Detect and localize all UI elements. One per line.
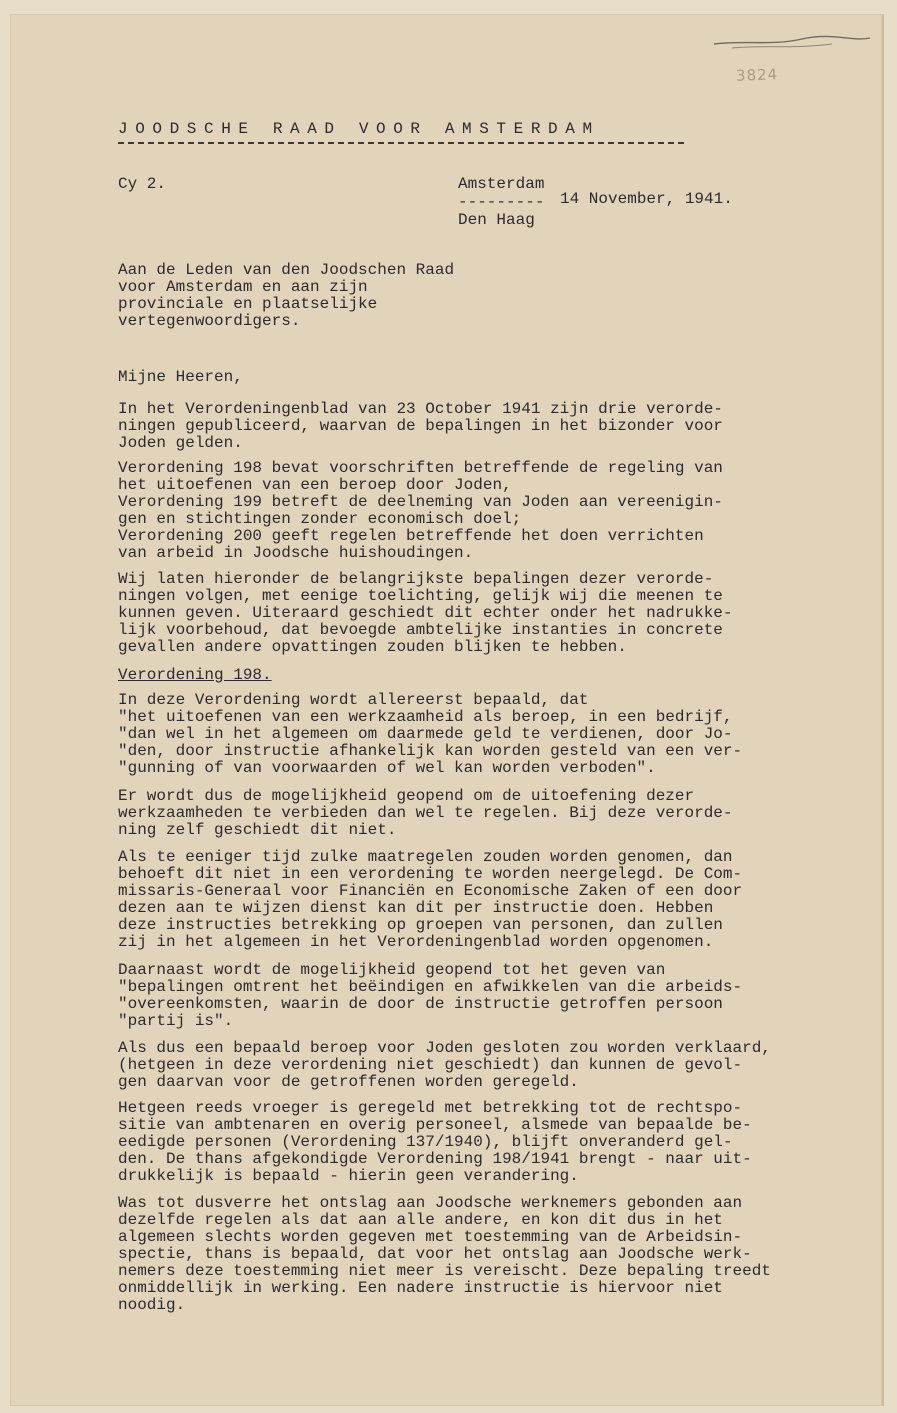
paragraph-explanation: Wij laten hieronder de belangrijkste bepalingen dezer verorde- ningen volgen, met eenige toelichting, gelijk wij die meenen te kunnen geven. Uiteraard geschiedt dit echter onder het nadrukke- lijk voorbehoud, dat bevoegde ambtelijke instanties in concrete gevallen andere opvattingen zouden blijken te hebben. bbox=[118, 570, 733, 656]
paragraph-provision: In deze Verordening wordt allereerst bepaald, dat "het uitoefenen van een werkzaamheid als beroep, in een bedrijf, "dan wel in het algemeen om daarmede geld te verdienen, door Jo- "den, door instructie afhankelijk kan worden gesteld van een ver- "gunning of van voorwaarden of wel kan worden verboden". bbox=[118, 691, 743, 777]
section-heading: Verordening 198. bbox=[118, 666, 272, 684]
archive-number: 3824 bbox=[735, 65, 779, 85]
letter-date: 14 November, 1941. bbox=[560, 190, 733, 208]
paragraph-possibility: Er wordt dus de mogelijkheid geopend om de uitoefening dezer werkzaamheden te verbieden dan wel te regelen. Bij deze verorde- ning zelf geschiedt dit niet. bbox=[118, 787, 733, 839]
pencil-scribble-mark bbox=[712, 30, 872, 60]
paragraph-intro: In het Verordeningenblad van 23 October 1941 zijn drie verorde- ningen gepubliceerd, waarvan de bepalingen in het bizonder voor Joden gelden. bbox=[118, 400, 723, 452]
paragraph-civil-servants: Hetgeen reeds vroeger is geregeld met betrekking tot de rechtspo- sitie van ambtenaren en overig personeel, alsmede van bepaalde be- eedigde personen (Verordening 137/1940), blijft onveranderd gel- den. De thans afgekondigde Verordening 198/1941 brengt - naar uit- drukkelijk is bepaald - hierin geen verandering. bbox=[118, 1099, 752, 1185]
letterhead-divider bbox=[118, 142, 684, 144]
place-lines: Amsterdam --------- Den Haag bbox=[458, 175, 545, 229]
paragraph-measures: Als te eeniger tijd zulke maatregelen zouden worden genomen, dan behoeft dit niet in een verordening te worden neergelegd. De Com- missaris-Generaal voor Financiën en Economische Zaken of een door dezen aan te wijzen dienst kan dit per instructie doen. Hebben deze instructies betrekking op groepen van personen, dan zullen zij in het algemeen in het Verordeningenblad worden opgenomen. bbox=[118, 848, 743, 951]
salutation: Mijne Heeren, bbox=[118, 368, 243, 386]
addressee-block: Aan de Leden van den Joodschen Raad voor Amsterdam en aan zijn provinciale en plaatselijke vertegenwoordigers. bbox=[118, 261, 455, 330]
paragraph-contracts: Daarnaast wordt de mogelijkheid geopend tot het geven van "bepalingen omtrent het beëindigen en afwikkelen van die arbeids- "overeenkomsten, waarin de door de instructie getroffen persoon "partij is". bbox=[118, 961, 743, 1030]
paragraph-consequences: Als dus een bepaald beroep voor Joden gesloten zou worden verklaard, (hetgeen in deze verordening niet geschiedt) dan kunnen de gevol- gen daarvan voor de getroffenen worden geregeld. bbox=[118, 1039, 771, 1091]
paragraph-dismissal: Was tot dusverre het ontslag aan Joodsche werknemers gebonden aan dezelfde regelen als dat aan alle andere, en kon dit dus in het algemeen slechts worden gegeven met toestemming van de Arbeidsin- spectie, thans is bepaald, dat voor het ontslag aan Joodsche werk- nemers deze toestemming niet meer is vereischt. Deze bepaling treedt onmiddellijk in werking. Een nadere instructie is hiervoor niet noodig. bbox=[118, 1194, 771, 1314]
reference-code: Cy 2. bbox=[118, 175, 167, 193]
letterhead-title: JOODSCHE RAAD VOOR AMSTERDAM bbox=[118, 120, 600, 138]
paragraph-ordinances: Verordening 198 bevat voorschriften betreffende de regeling van het uitoefenen van een beroep door Joden, Verordening 199 betreft de deelneming van Joden aan vereenigin- gen en stichtingen zonder economisch doel; Verordening 200 geeft regelen betreffende het doen verrichten van arbeid in Joodsche huishoudingen. bbox=[118, 459, 723, 562]
